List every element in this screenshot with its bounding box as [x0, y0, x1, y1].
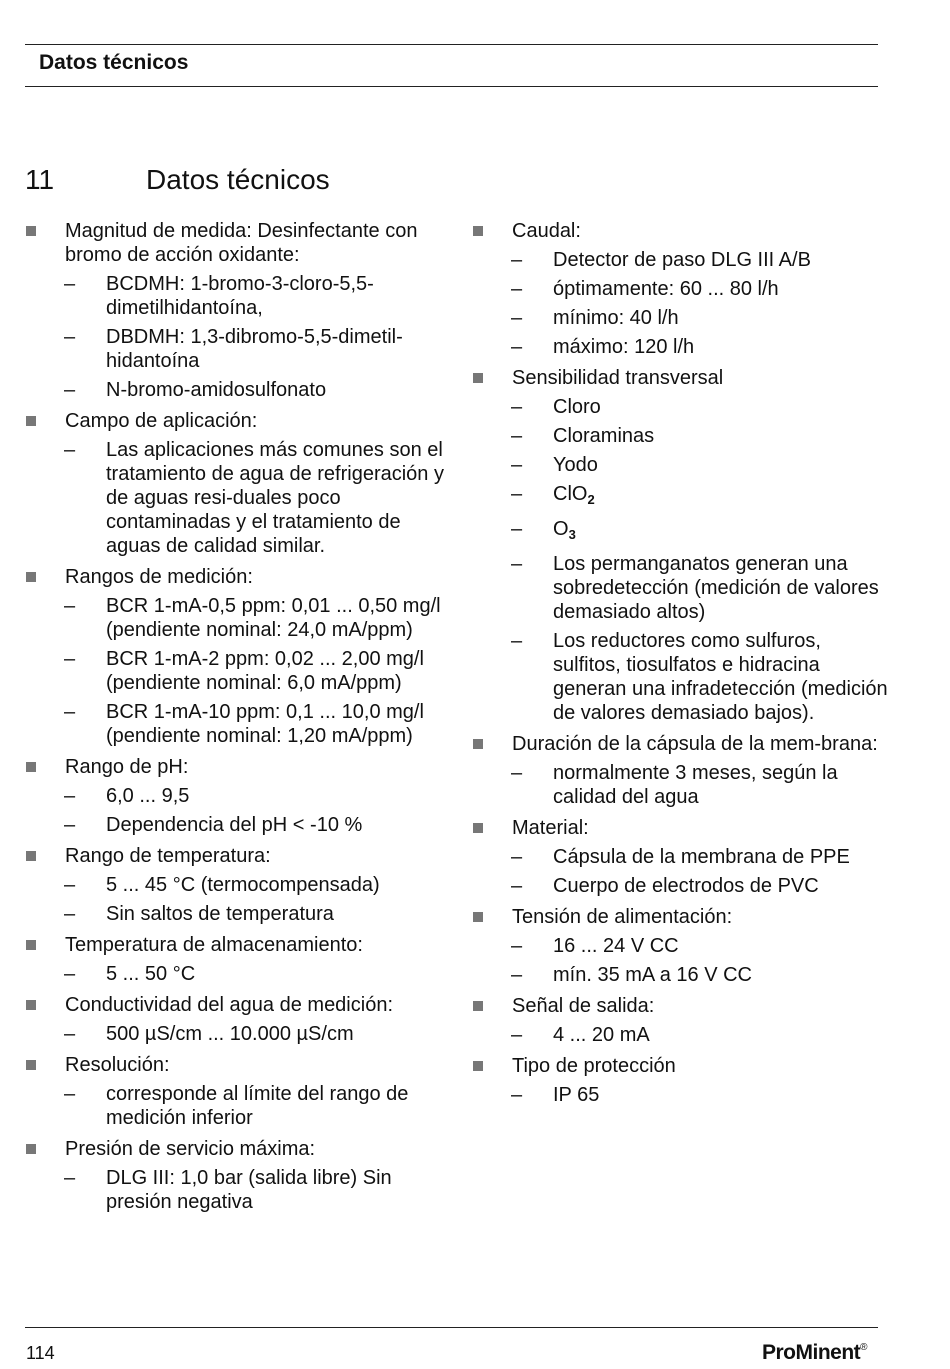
- spec-sub-item: [25, 698, 445, 751]
- spec-sub-item: [472, 304, 892, 333]
- spec-item: [25, 1135, 445, 1217]
- spec-sub-item-text: Los reductores como sulfuros, sulfitos, tiosulfatos e hidracina generan una infradetección (medición de valores demasiado bajos).: [553, 630, 888, 724]
- dash-bullet-icon: –: [64, 326, 76, 348]
- spec-sub-item: [25, 871, 445, 900]
- spec-sub-item-text: 16 ... 24 V CC: [553, 935, 679, 957]
- spec-sub-item: [25, 900, 445, 929]
- dash-bullet-icon: –: [64, 701, 76, 723]
- square-bullet-icon: [473, 1061, 483, 1071]
- dash-bullet-icon: –: [511, 875, 523, 897]
- spec-sub-item-text: Los permanganatos generan una sobredetección (medición de valores demasiado altos): [553, 553, 879, 623]
- spec-sub-item: [25, 270, 445, 323]
- square-bullet-icon: [26, 416, 36, 426]
- spec-item-heading: [472, 217, 892, 246]
- spec-sub-item-text: $O_3$: [553, 518, 576, 542]
- spec-sub-item-text: Las aplicaciones más comunes son el tratamiento de agua de refrigeración y de aguas resi-duales poco contaminadas y el tratamiento de aguas de calidad similar.: [106, 439, 444, 557]
- spec-item-label: Presión de servicio máxima:: [65, 1138, 316, 1160]
- header-top-rule: [25, 44, 878, 45]
- spec-sub-item-text: DBDMH: 1,3-dibromo-5,5-dimetil-hidantoína: [106, 326, 403, 372]
- spec-sub-item: [472, 961, 892, 990]
- chapter-title: Datos técnicos: [146, 164, 330, 195]
- dash-bullet-icon: –: [64, 874, 76, 896]
- dash-bullet-icon: –: [511, 630, 523, 652]
- spec-sub-item: [25, 592, 445, 645]
- spec-sub-item: [25, 376, 445, 405]
- dash-bullet-icon: –: [64, 595, 76, 617]
- spec-sub-item-text: BCR 1-mA-0,5 ppm: 0,01 ... 0,50 mg/l (pendiente nominal: 24,0 mA/ppm): [106, 595, 441, 641]
- spec-item-label: Resolución:: [65, 1054, 170, 1076]
- spec-item-label: Tipo de protección: [512, 1055, 676, 1077]
- spec-item: [472, 364, 892, 728]
- dash-bullet-icon: –: [511, 278, 523, 300]
- spec-sub-item-text: 5 ... 45 °C (termocompensada): [106, 874, 380, 896]
- header-bottom-rule: [25, 86, 878, 87]
- spec-item-heading: [25, 1051, 445, 1080]
- spec-sub-item: [25, 1020, 445, 1049]
- page-number: 114: [26, 1343, 55, 1363]
- spec-item-label: Tensión de alimentación:: [512, 906, 733, 928]
- spec-item: [472, 814, 892, 901]
- spec-item-label: Campo de aplicación:: [65, 410, 258, 432]
- spec-sub-item: [472, 246, 892, 275]
- square-bullet-icon: [26, 1000, 36, 1010]
- spec-item-heading: [472, 364, 892, 393]
- spec-item: [472, 903, 892, 990]
- spec-sub-item-text: mín. 35 mA a 16 V CC: [553, 964, 752, 986]
- spec-sub-item: [472, 843, 892, 872]
- dash-bullet-icon: –: [511, 396, 523, 418]
- spec-sub-item: [472, 480, 892, 515]
- spec-sub-item-text: BCDMH: 1-bromo-3-cloro-5,5-dimetilhidantoína,: [106, 273, 374, 319]
- spec-sub-item-text: Dependencia del pH < -10 %: [106, 814, 363, 836]
- spec-sub-item: [472, 333, 892, 362]
- spec-item-heading: [472, 903, 892, 932]
- spec-item: [25, 217, 445, 405]
- dash-bullet-icon: –: [64, 273, 76, 295]
- spec-item: [25, 842, 445, 929]
- spec-item-heading: [25, 1135, 445, 1164]
- spec-sub-item-text: máximo: 120 l/h: [553, 336, 695, 358]
- spec-sub-item-text: 4 ... 20 mA: [553, 1024, 650, 1046]
- spec-item: [25, 753, 445, 840]
- spec-sub-item: [472, 1021, 892, 1050]
- spec-sub-item-text: mínimo: 40 l/h: [553, 307, 679, 329]
- spec-sub-item-text: N-bromo-amidosulfonato: [106, 379, 327, 401]
- spec-sub-item: [472, 759, 892, 812]
- spec-item-label: Temperatura de almacenamiento:: [65, 934, 363, 956]
- spec-sub-item-text: normalmente 3 meses, según la calidad del agua: [553, 762, 838, 808]
- spec-sub-item: [25, 1164, 445, 1217]
- spec-item: [472, 217, 892, 362]
- spec-sub-item-text: Detector de paso DLG III A/B: [553, 249, 811, 271]
- spec-sub-item: [25, 811, 445, 840]
- dash-bullet-icon: –: [511, 1084, 523, 1106]
- spec-item-label: Rango de temperatura:: [65, 845, 271, 867]
- spec-sub-item: [25, 960, 445, 989]
- spec-item: [25, 407, 445, 561]
- spec-sub-item-text: BCR 1-mA-2 ppm: 0,02 ... 2,00 mg/l (pendiente nominal: 6,0 mA/ppm): [106, 648, 424, 694]
- spec-item-label: Magnitud de medida: Desinfectante con bromo de acción oxidante:: [65, 220, 418, 266]
- spec-sub-item-text: Cloro: [553, 396, 601, 418]
- spec-item: [25, 931, 445, 989]
- square-bullet-icon: [26, 940, 36, 950]
- spec-item: [25, 1051, 445, 1133]
- spec-sub-item-text: óptimamente: 60 ... 80 l/h: [553, 278, 779, 300]
- dash-bullet-icon: –: [511, 762, 523, 784]
- spec-item-heading: [25, 407, 445, 436]
- spec-sub-item-text: 5 ... 50 °C: [106, 963, 196, 985]
- spec-item-label: Caudal:: [512, 220, 581, 242]
- square-bullet-icon: [473, 373, 483, 383]
- square-bullet-icon: [473, 226, 483, 236]
- registered-mark: ®: [860, 1342, 868, 1353]
- dash-bullet-icon: –: [64, 1083, 76, 1105]
- spec-item-heading: [25, 991, 445, 1020]
- spec-sub-item: [25, 782, 445, 811]
- dash-bullet-icon: –: [64, 903, 76, 925]
- dash-bullet-icon: –: [511, 1024, 523, 1046]
- spec-sub-item: [472, 550, 892, 627]
- dash-bullet-icon: –: [64, 1167, 76, 1189]
- square-bullet-icon: [473, 1001, 483, 1011]
- spec-item-label: Conductividad del agua de medición:: [65, 994, 393, 1016]
- running-header: Datos técnicos: [39, 51, 189, 74]
- dash-bullet-icon: –: [511, 553, 523, 575]
- spec-item: [472, 1052, 892, 1110]
- spec-item-label: Duración de la cápsula de la mem-brana:: [512, 733, 878, 755]
- spec-sub-item: [25, 1080, 445, 1133]
- spec-item-label: Material:: [512, 817, 589, 839]
- spec-sub-item: [472, 451, 892, 480]
- footer-rule: [25, 1327, 878, 1328]
- brand-logo: [762, 1341, 867, 1365]
- spec-sub-item: [472, 1081, 892, 1110]
- spec-item-label: Rango de pH:: [65, 756, 189, 778]
- spec-sub-item-text: ClO$_2$: [553, 483, 595, 507]
- spec-item: [472, 992, 892, 1050]
- square-bullet-icon: [26, 1060, 36, 1070]
- dash-bullet-icon: –: [64, 814, 76, 836]
- spec-sub-item: [472, 627, 892, 728]
- spec-item-heading: [472, 730, 892, 759]
- square-bullet-icon: [473, 739, 483, 749]
- spec-item-label: Sensibilidad transversal: [512, 367, 724, 389]
- dash-bullet-icon: –: [511, 425, 523, 447]
- dash-bullet-icon: –: [511, 336, 523, 358]
- spec-sub-item-text: 6,0 ... 9,5: [106, 785, 190, 807]
- spec-item-heading: [25, 931, 445, 960]
- dash-bullet-icon: –: [64, 785, 76, 807]
- left-column: [25, 217, 445, 1219]
- dash-bullet-icon: –: [64, 1023, 76, 1045]
- spec-item-heading: [25, 753, 445, 782]
- spec-item-heading: [472, 1052, 892, 1081]
- square-bullet-icon: [473, 823, 483, 833]
- spec-sub-item-text: corresponde al límite del rango de medición inferior: [106, 1083, 409, 1129]
- square-bullet-icon: [26, 1144, 36, 1154]
- square-bullet-icon: [473, 912, 483, 922]
- spec-sub-item: [472, 932, 892, 961]
- square-bullet-icon: [26, 572, 36, 582]
- spec-item: [25, 991, 445, 1049]
- spec-item-heading: [25, 217, 445, 270]
- spec-item: [25, 563, 445, 751]
- spec-item-heading: [25, 842, 445, 871]
- chapter-number: 11: [25, 164, 55, 195]
- spec-sub-item-text: Yodo: [553, 454, 598, 476]
- spec-sub-item: [472, 515, 892, 550]
- spec-item: [472, 730, 892, 812]
- dash-bullet-icon: –: [511, 518, 523, 540]
- square-bullet-icon: [26, 762, 36, 772]
- spec-sub-item: [472, 393, 892, 422]
- spec-sub-item: [25, 323, 445, 376]
- dash-bullet-icon: –: [511, 454, 523, 476]
- spec-item-heading: [25, 563, 445, 592]
- dash-bullet-icon: –: [511, 249, 523, 271]
- spec-sub-item: [472, 872, 892, 901]
- dash-bullet-icon: –: [511, 935, 523, 957]
- dash-bullet-icon: –: [64, 379, 76, 401]
- dash-bullet-icon: –: [511, 846, 523, 868]
- brand-name: ProMinent: [762, 1341, 861, 1364]
- spec-sub-item-text: IP 65: [553, 1084, 600, 1106]
- dash-bullet-icon: –: [64, 439, 76, 461]
- square-bullet-icon: [26, 851, 36, 861]
- square-bullet-icon: [26, 226, 36, 236]
- spec-sub-item: [472, 422, 892, 451]
- dash-bullet-icon: –: [511, 964, 523, 986]
- spec-sub-item: [472, 275, 892, 304]
- dash-bullet-icon: –: [511, 307, 523, 329]
- spec-sub-item-text: BCR 1-mA-10 ppm: 0,1 ... 10,0 mg/l (pendiente nominal: 1,20 mA/ppm): [106, 701, 424, 747]
- dash-bullet-icon: –: [511, 483, 523, 505]
- spec-sub-item-text: Sin saltos de temperatura: [106, 903, 334, 925]
- dash-bullet-icon: –: [64, 963, 76, 985]
- spec-item-heading: [472, 814, 892, 843]
- right-column: [472, 217, 892, 1112]
- spec-sub-item-text: Cloraminas: [553, 425, 655, 447]
- dash-bullet-icon: –: [64, 648, 76, 670]
- spec-sub-item-text: DLG III: 1,0 bar (salida libre) Sin presión negativa: [106, 1167, 392, 1213]
- spec-item-label: Señal de salida:: [512, 995, 655, 1017]
- spec-item-heading: [472, 992, 892, 1021]
- spec-sub-item: [25, 645, 445, 698]
- spec-sub-item-text: 500 µS/cm ... 10.000 µS/cm: [106, 1023, 354, 1045]
- spec-sub-item: [25, 436, 445, 561]
- spec-item-label: Rangos de medición:: [65, 566, 253, 588]
- spec-sub-item-text: Cuerpo de electrodos de PVC: [553, 875, 819, 897]
- spec-sub-item-text: Cápsula de la membrana de PPE: [553, 846, 850, 868]
